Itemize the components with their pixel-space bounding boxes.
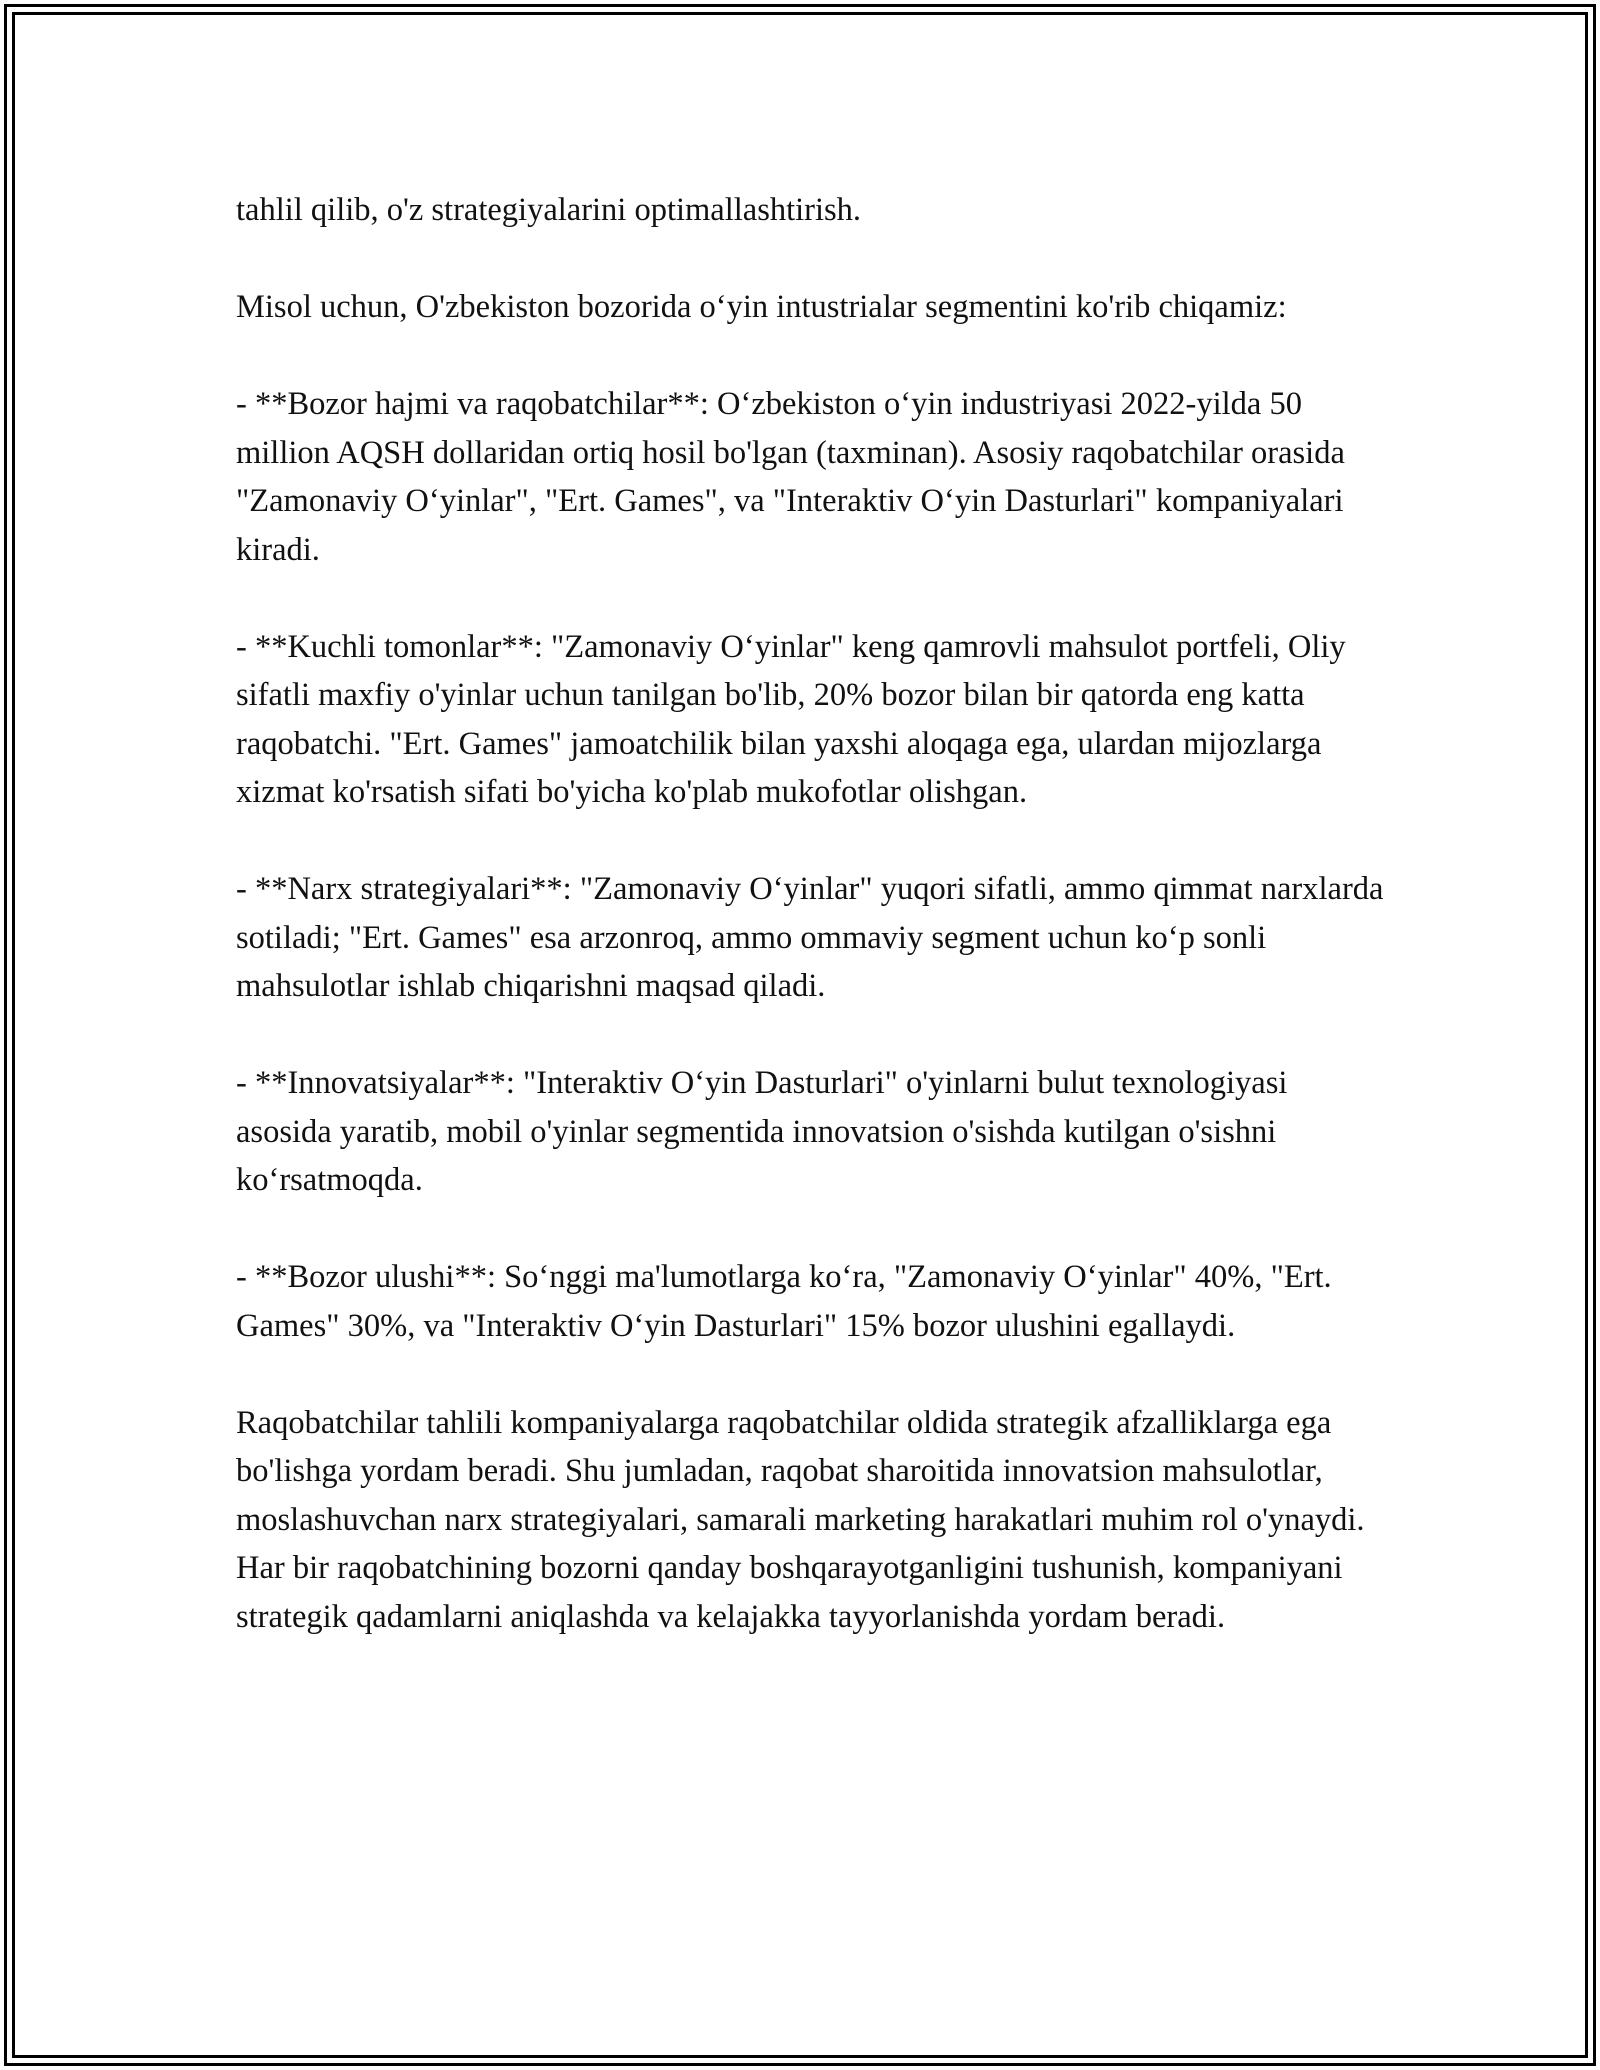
list-item-strengths: - **Kuchli tomonlar**: "Zamonaviy O‘yinlar" keng qamrovli mahsulot portfeli, Oliy sifatli maxfiy o'yinlar uchun tanilgan bo'lib, 20% bozor bilan bir qatorda eng katta raqobatchi. "Ert. Games" jamoatchilik bilan yaxshi aloqaga ega, ulardan mijozlarga xizmat ko'rsatish sifati bo'yicha ko'plab mukofotlar olishgan. [236,628,1346,810]
list-item-market-size: - **Bozor hajmi va raqobatchilar**: O‘zbekiston o‘yin industriyasi 2022-yilda 50 million AQSH dollaridan ortiq hosil bo'lgan (taxminan). Asosiy raqobatchilar orasida "Zamonaviy O‘yinlar", "Ert. Games", va "Interaktiv O‘yin Dasturlari" kompaniyalari kiradi. [236,386,1345,568]
list-item-pricing: - **Narx strategiyalari**: "Zamonaviy O‘yinlar" yuqori sifatli, ammo qimmat narxlarda sotiladi; "Ert. Games" esa arzonroq, ammo ommaviy segment uchun ko‘p sonli mahsulotlar ishlab chiqarishni maqsad qiladi. [236,871,1384,1004]
paragraph-intro-continuation: tahlil qilib, o'z strategiyalarini optimallashtirish. [236,192,862,228]
list-item-innovations: - **Innovatsiyalar**: "Interaktiv O‘yin Dasturlari" o'yinlarni bulut texnologiyasi asosida yaratib, mobil o'yinlar segmentida innovatsion o'sishda kutilgan o'sishni ko‘rsatmoqda. [236,1065,1288,1198]
document-body [236,186,1386,1690]
paragraph-conclusion: Raqobatchilar tahlili kompaniyalarga raqobatchilar oldida strategik afzalliklarga ega bo'lishga yordam beradi. Shu jumladan, raqobat sharoitida innovatsion mahsulotlar, moslashuvchan narx strategiyalari, samarali marketing harakatlari muhim rol o'ynaydi. Har bir raqobatchining bozorni qanday boshqarayotganligini tushunish, kompaniyani strategik qadamlarni aniqlashda va kelajakka tayyorlanishda yordam beradi. [236,1404,1365,1635]
paragraph-example-intro: Misol uchun, O'zbekiston bozorida o‘yin intustrialar segmentini ko'rib chiqamiz: [236,289,1287,325]
list-item-market-share: - **Bozor ulushi**: So‘nggi ma'lumotlarga ko‘ra, "Zamonaviy O‘yinlar" 40%, "Ert. Games" 30%, va "Interaktiv O‘yin Dasturlari" 15% bozor ulushini egallaydi. [236,1259,1332,1344]
